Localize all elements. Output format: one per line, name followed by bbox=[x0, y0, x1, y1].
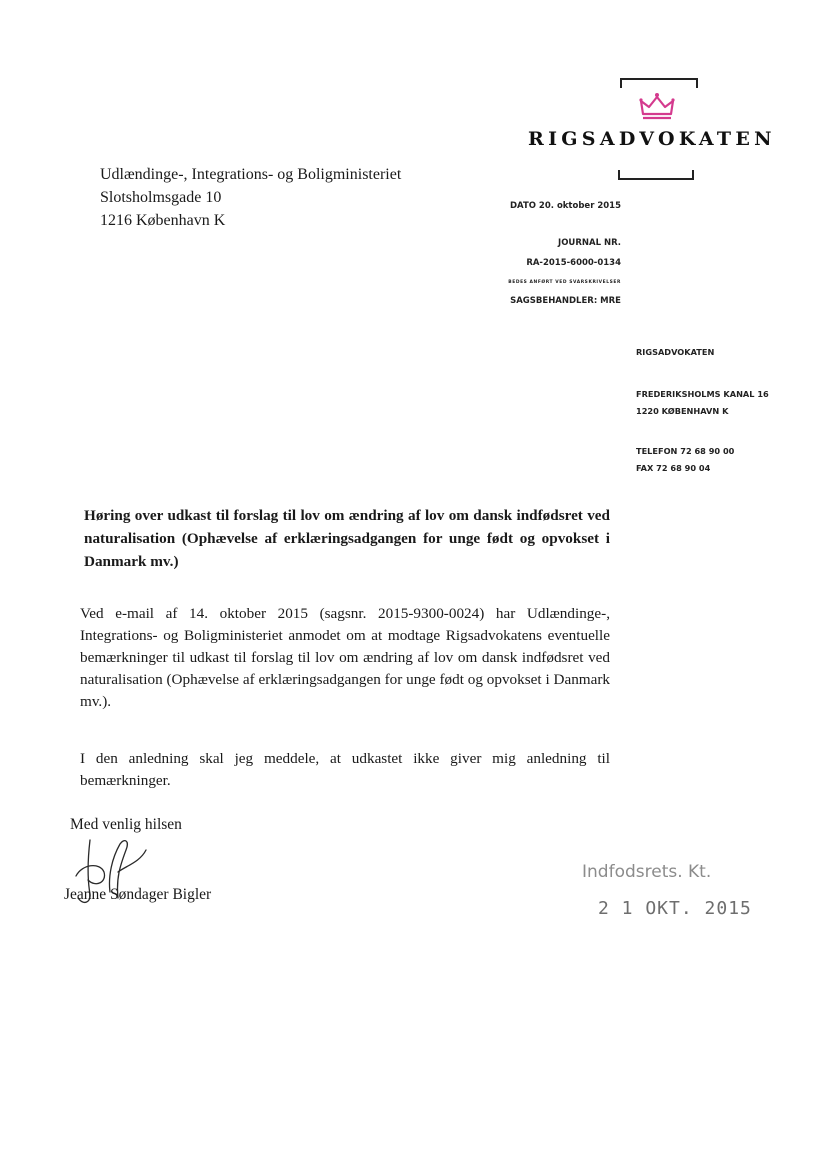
recipient-line-3: 1216 København K bbox=[100, 212, 226, 229]
sender-city: 1220 KØBENHAVN K bbox=[636, 406, 729, 416]
crown-icon bbox=[638, 92, 676, 122]
journal-number: RA-2015-6000-0134 bbox=[526, 258, 621, 268]
letter-subject: Høring over udkast til forslag til lov om ændring af lov om dansk indfødsret ved naturalisation (Ophævelse af erklæringsadgangen for unge født og opvokset i Danmark mv.) bbox=[84, 507, 610, 570]
case-officer: SAGSBEHANDLER: MRE bbox=[510, 296, 621, 306]
letterhead-rule-top bbox=[620, 78, 698, 88]
letterhead-brand: RIGSADVOKATEN bbox=[528, 128, 776, 150]
journal-label: JOURNAL NR. bbox=[558, 238, 621, 248]
sender-phone: TELEFON 72 68 90 00 bbox=[636, 446, 735, 456]
body-paragraph-1: Ved e-mail af 14. oktober 2015 (sagsnr. 2015-9300-0024) har Udlændinge-, Integrations- og Boligministeriet anmodet om at modtage Rigsadvokatens eventuelle bemærkninger til udkast til forslag til lov om ændring af lov om dansk indfødsret ved naturalisation (Ophævelse af erklæringsadgangen for unge født og opvokset i Danmark mv.). bbox=[80, 605, 610, 710]
recipient-address bbox=[100, 163, 401, 232]
stamp-office: Indfodsrets. Kt. bbox=[582, 862, 712, 882]
letter-date: DATO 20. oktober 2015 bbox=[509, 201, 621, 211]
closing-greeting: Med venlig hilsen bbox=[70, 816, 182, 833]
sender-fax: FAX 72 68 90 04 bbox=[636, 463, 711, 473]
sender-street: FREDERIKSHOLMS KANAL 16 bbox=[636, 389, 769, 399]
recipient-line-1: Udlændinge-, Integrations- og Boligministeriet bbox=[100, 166, 402, 183]
body-paragraph-2: I den anledning skal jeg meddele, at udkastet ikke giver mig anledning til bemærkninger. bbox=[80, 750, 610, 789]
letterhead-rule-bottom bbox=[618, 170, 694, 180]
reference-note: BEDES ANFØRT VED SVARSKRIVELSER bbox=[508, 280, 621, 285]
signer-name: Jeanne Søndager Bigler bbox=[64, 886, 212, 903]
recipient-line-2: Slotsholmsgade 10 bbox=[100, 189, 222, 206]
sender-name: RIGSADVOKATEN bbox=[636, 347, 715, 357]
stamp-date: 2 1 OKT. 2015 bbox=[598, 898, 752, 919]
